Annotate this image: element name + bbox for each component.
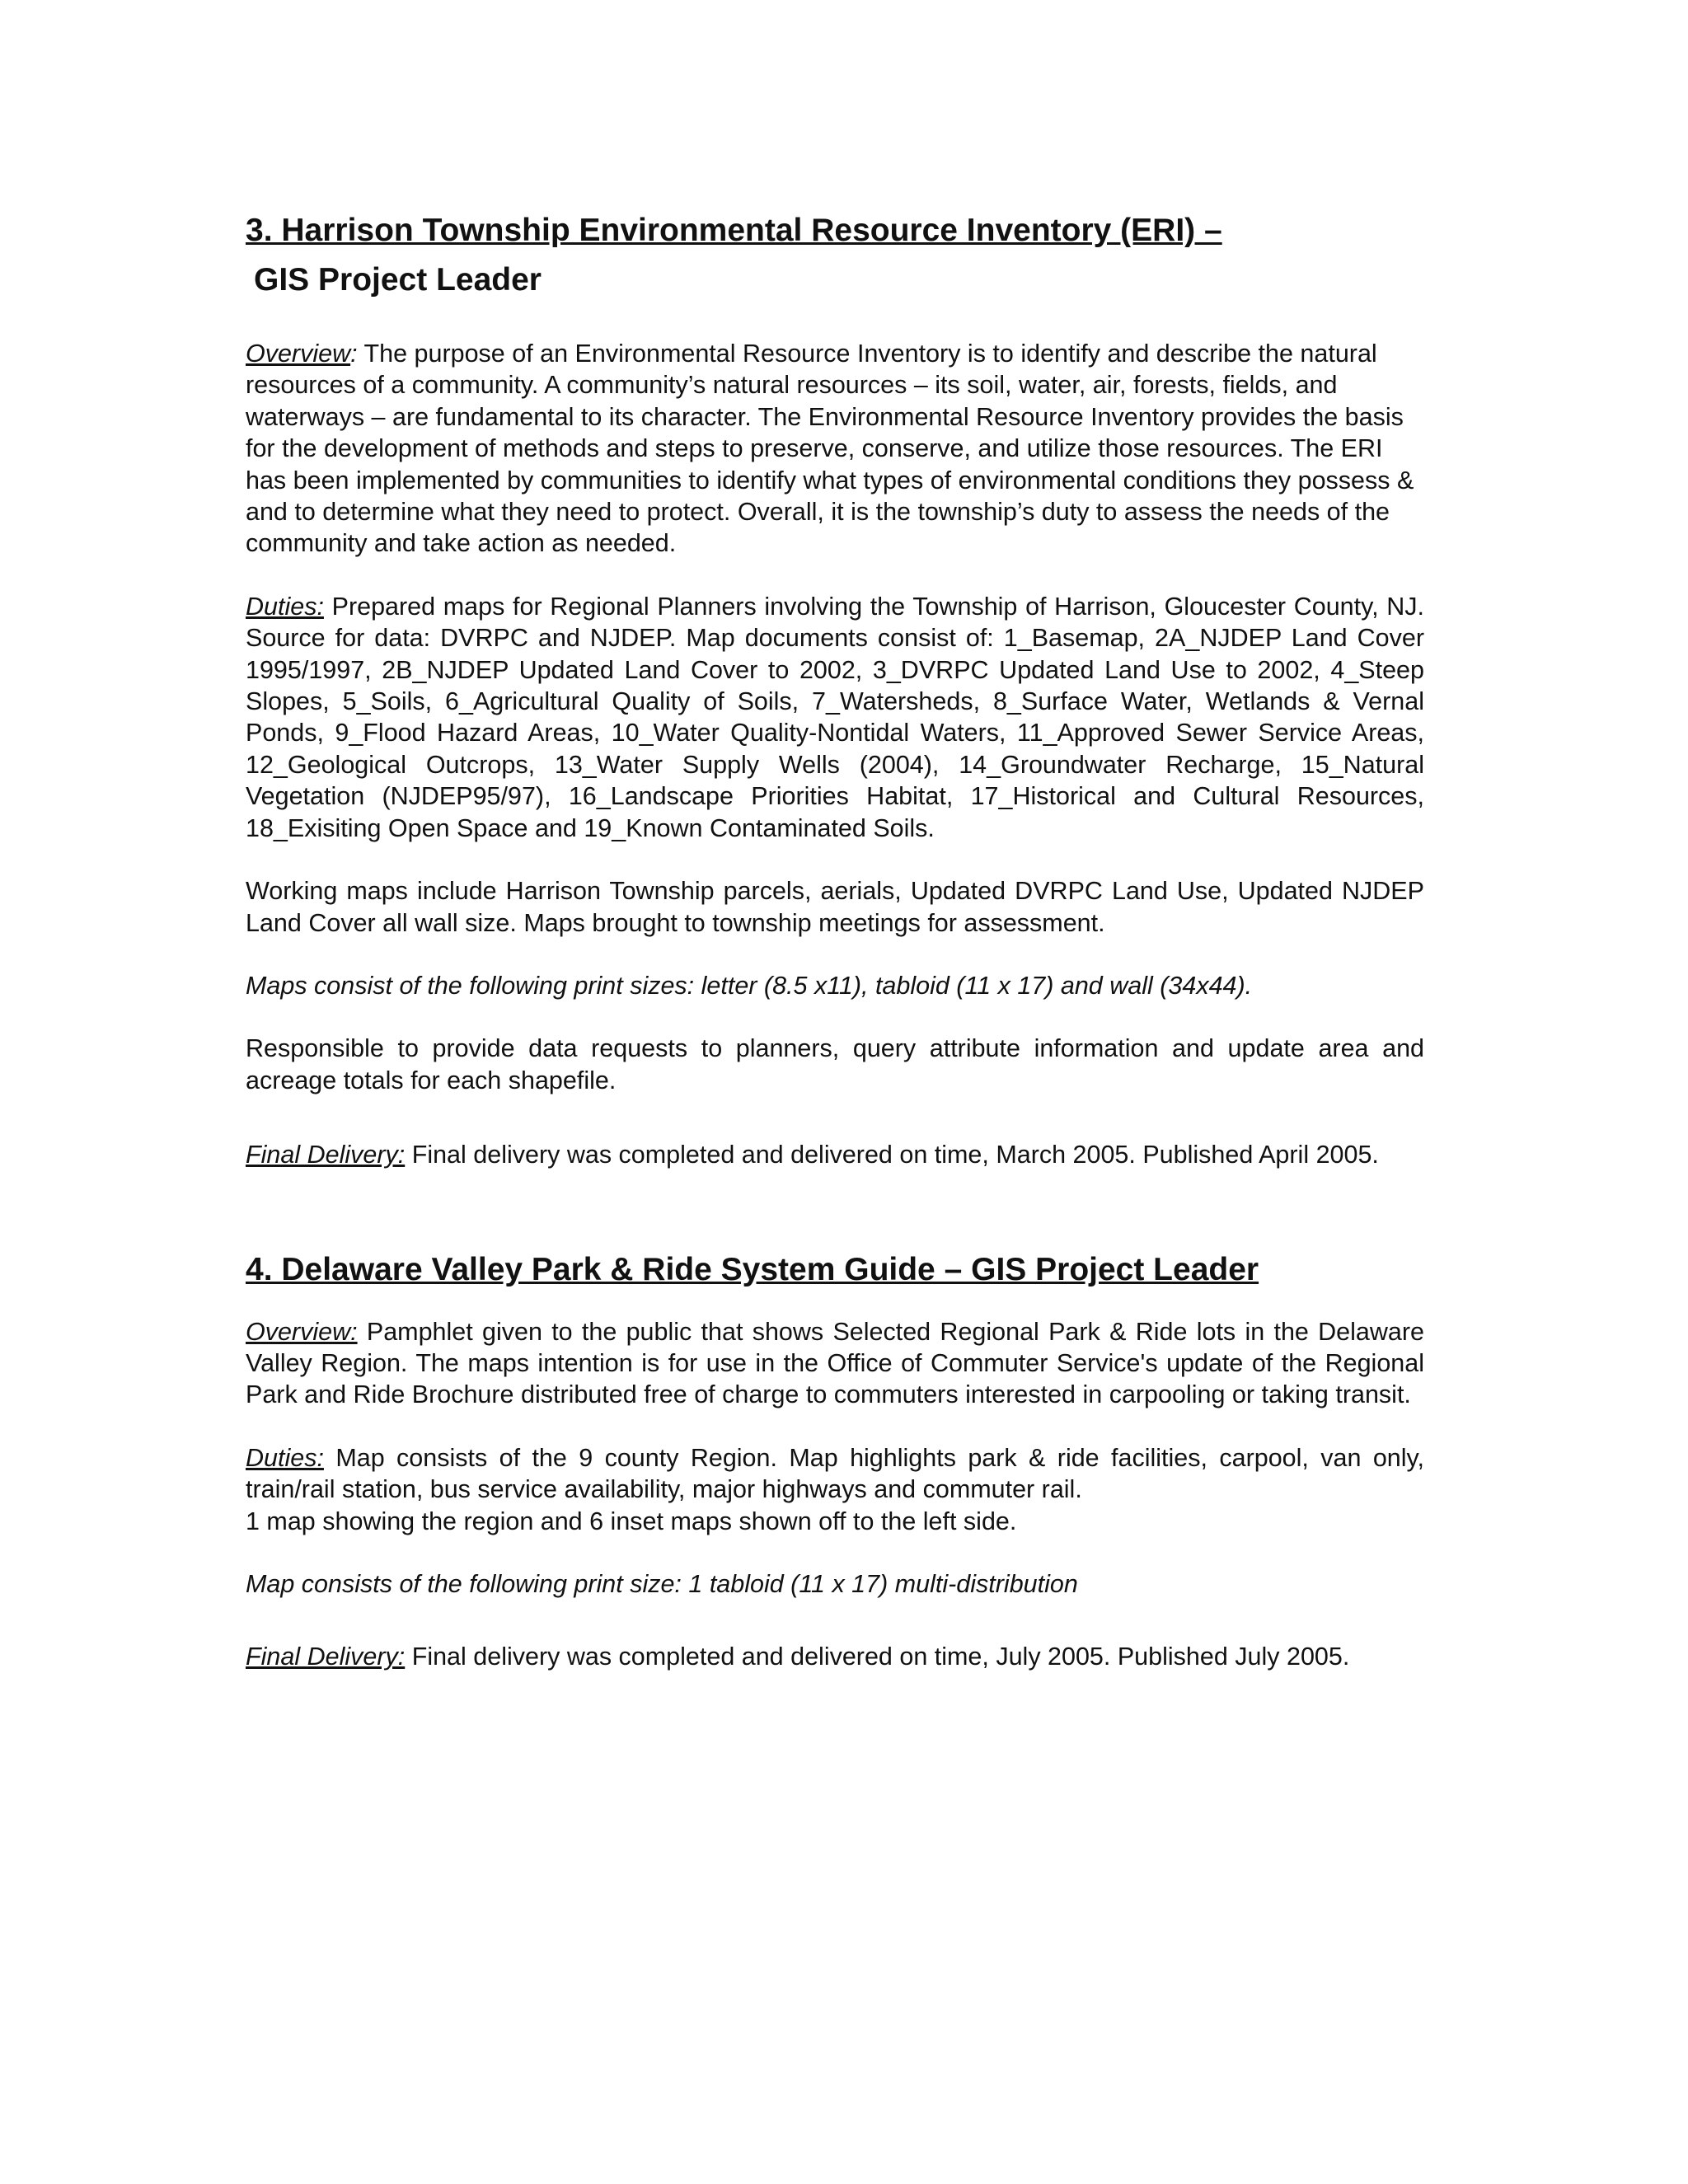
section-3-working-maps: Working maps include Harrison Township parcels, aerials, Updated DVRPC Land Use, Updated NJDEP Land Cover all wall size. Maps brought to township meetings for assessment. [246,877,1424,937]
final-delivery-text: Final delivery was completed and delivered on time, March 2005. Published April 2005. [405,1141,1379,1169]
section-3-heading-line2: GIS Project Leader [254,262,542,298]
duties-text: Map consists of the 9 county Region. Map highlights park & ride facilities, carpool, van only, train/rail station, bus service availability, major highways and commuter rail. [246,1443,1424,1504]
duties-label: Duties: [246,592,324,621]
section-4-print-size: Map consists of the following print size: 1 tabloid (11 x 17) multi-distribution [246,1569,1078,1598]
section-3-print-sizes: Maps consist of the following print sizes: letter (8.5 x11), tabloid (11 x 17) and wall (34x44). [246,971,1253,1000]
section-3-final-delivery [246,1139,1424,1170]
section-4-heading-text: 4. Delaware Valley Park & Ride System Guide – GIS Project Leader [246,1251,1259,1287]
final-delivery-label: Final Delivery: [246,1643,406,1671]
overview-label: Overview: [246,1317,358,1346]
document-page [246,206,1424,1673]
overview-text: Pamphlet given to the public that shows Selected Regional Park & Ride lots in the Delaware Valley Region. The maps intention is for use in the Office of Commuter Service's update of the Regional Park and Ride Brochure distributed free of charge to commuters interested in carpooling or taking transit. [246,1317,1424,1409]
duties-label: Duties: [246,1443,324,1472]
section-4-overview [246,1316,1424,1411]
section-4-final-delivery [246,1641,1424,1672]
section-3-duties [246,591,1424,844]
duties-text: Prepared maps for Regional Planners involving the Township of Harrison, Gloucester County, NJ. Source for data: DVRPC and NJDEP. Map documents consist of: 1_Basemap, 2A_NJDEP Land Cover 1995/1997, 2B_NJDEP Updated Land Cover to 2002, 3_DVRPC Updated Land Use to 2002, 4_Steep Slopes, 5_Soils, 6_Agricultural Quality of Soils, 7_Watersheds, 8_Surface Water, Wetlands & Vernal Ponds, 9_Flood Hazard Areas, 10_Water Quality-Nontidal Waters, 11_Approved Sewer Service Areas, 12_Geological Outcrops, 13_Water Supply Wells (2004), 14_Groundwater Recharge, 15_Natural Vegetation (NJDEP95/97), 16_Landscape Priorities Habitat, 17_Historical and Cultural Resources, 18_Exisiting Open Space and 19_Known Contaminated Soils. [246,592,1424,842]
section-4-duties [246,1442,1424,1506]
overview-text: The purpose of an Environmental Resource Inventory is to identify and describe the natural resources of a community. A community’s natural resources – its soil, water, air, forests, fields, and waterways – are fundamental to its character. The Environmental Resource Inventory provides the basis for the development of methods and steps to preserve, conserve, and utilize those resources. The ERI has been implemented by communities to identify what types of environmental conditions they possess & and to determine what they need to protect. Overall, it is the township’s duty to assess the needs of the community and take action as needed. [246,340,1414,558]
section-3-heading [246,206,1424,255]
section-4-duties-line2: 1 map showing the region and 6 inset maps shown off to the left side. [246,1507,1017,1535]
final-delivery-label: Final Delivery: [246,1141,406,1169]
overview-colon: : [350,340,358,368]
section-3-responsibilities: Responsible to provide data requests to planners, query attribute information and update area and acreage totals for each shapefile. [246,1034,1424,1094]
section-3-heading-line1: 3. Harrison Township Environmental Resource Inventory (ERI) – [246,213,1222,248]
overview-label: Overview [246,340,351,368]
section-4-heading [246,1245,1424,1295]
section-3-overview [246,338,1424,560]
final-delivery-text: Final delivery was completed and delivered on time, July 2005. Published July 2005. [405,1643,1350,1671]
